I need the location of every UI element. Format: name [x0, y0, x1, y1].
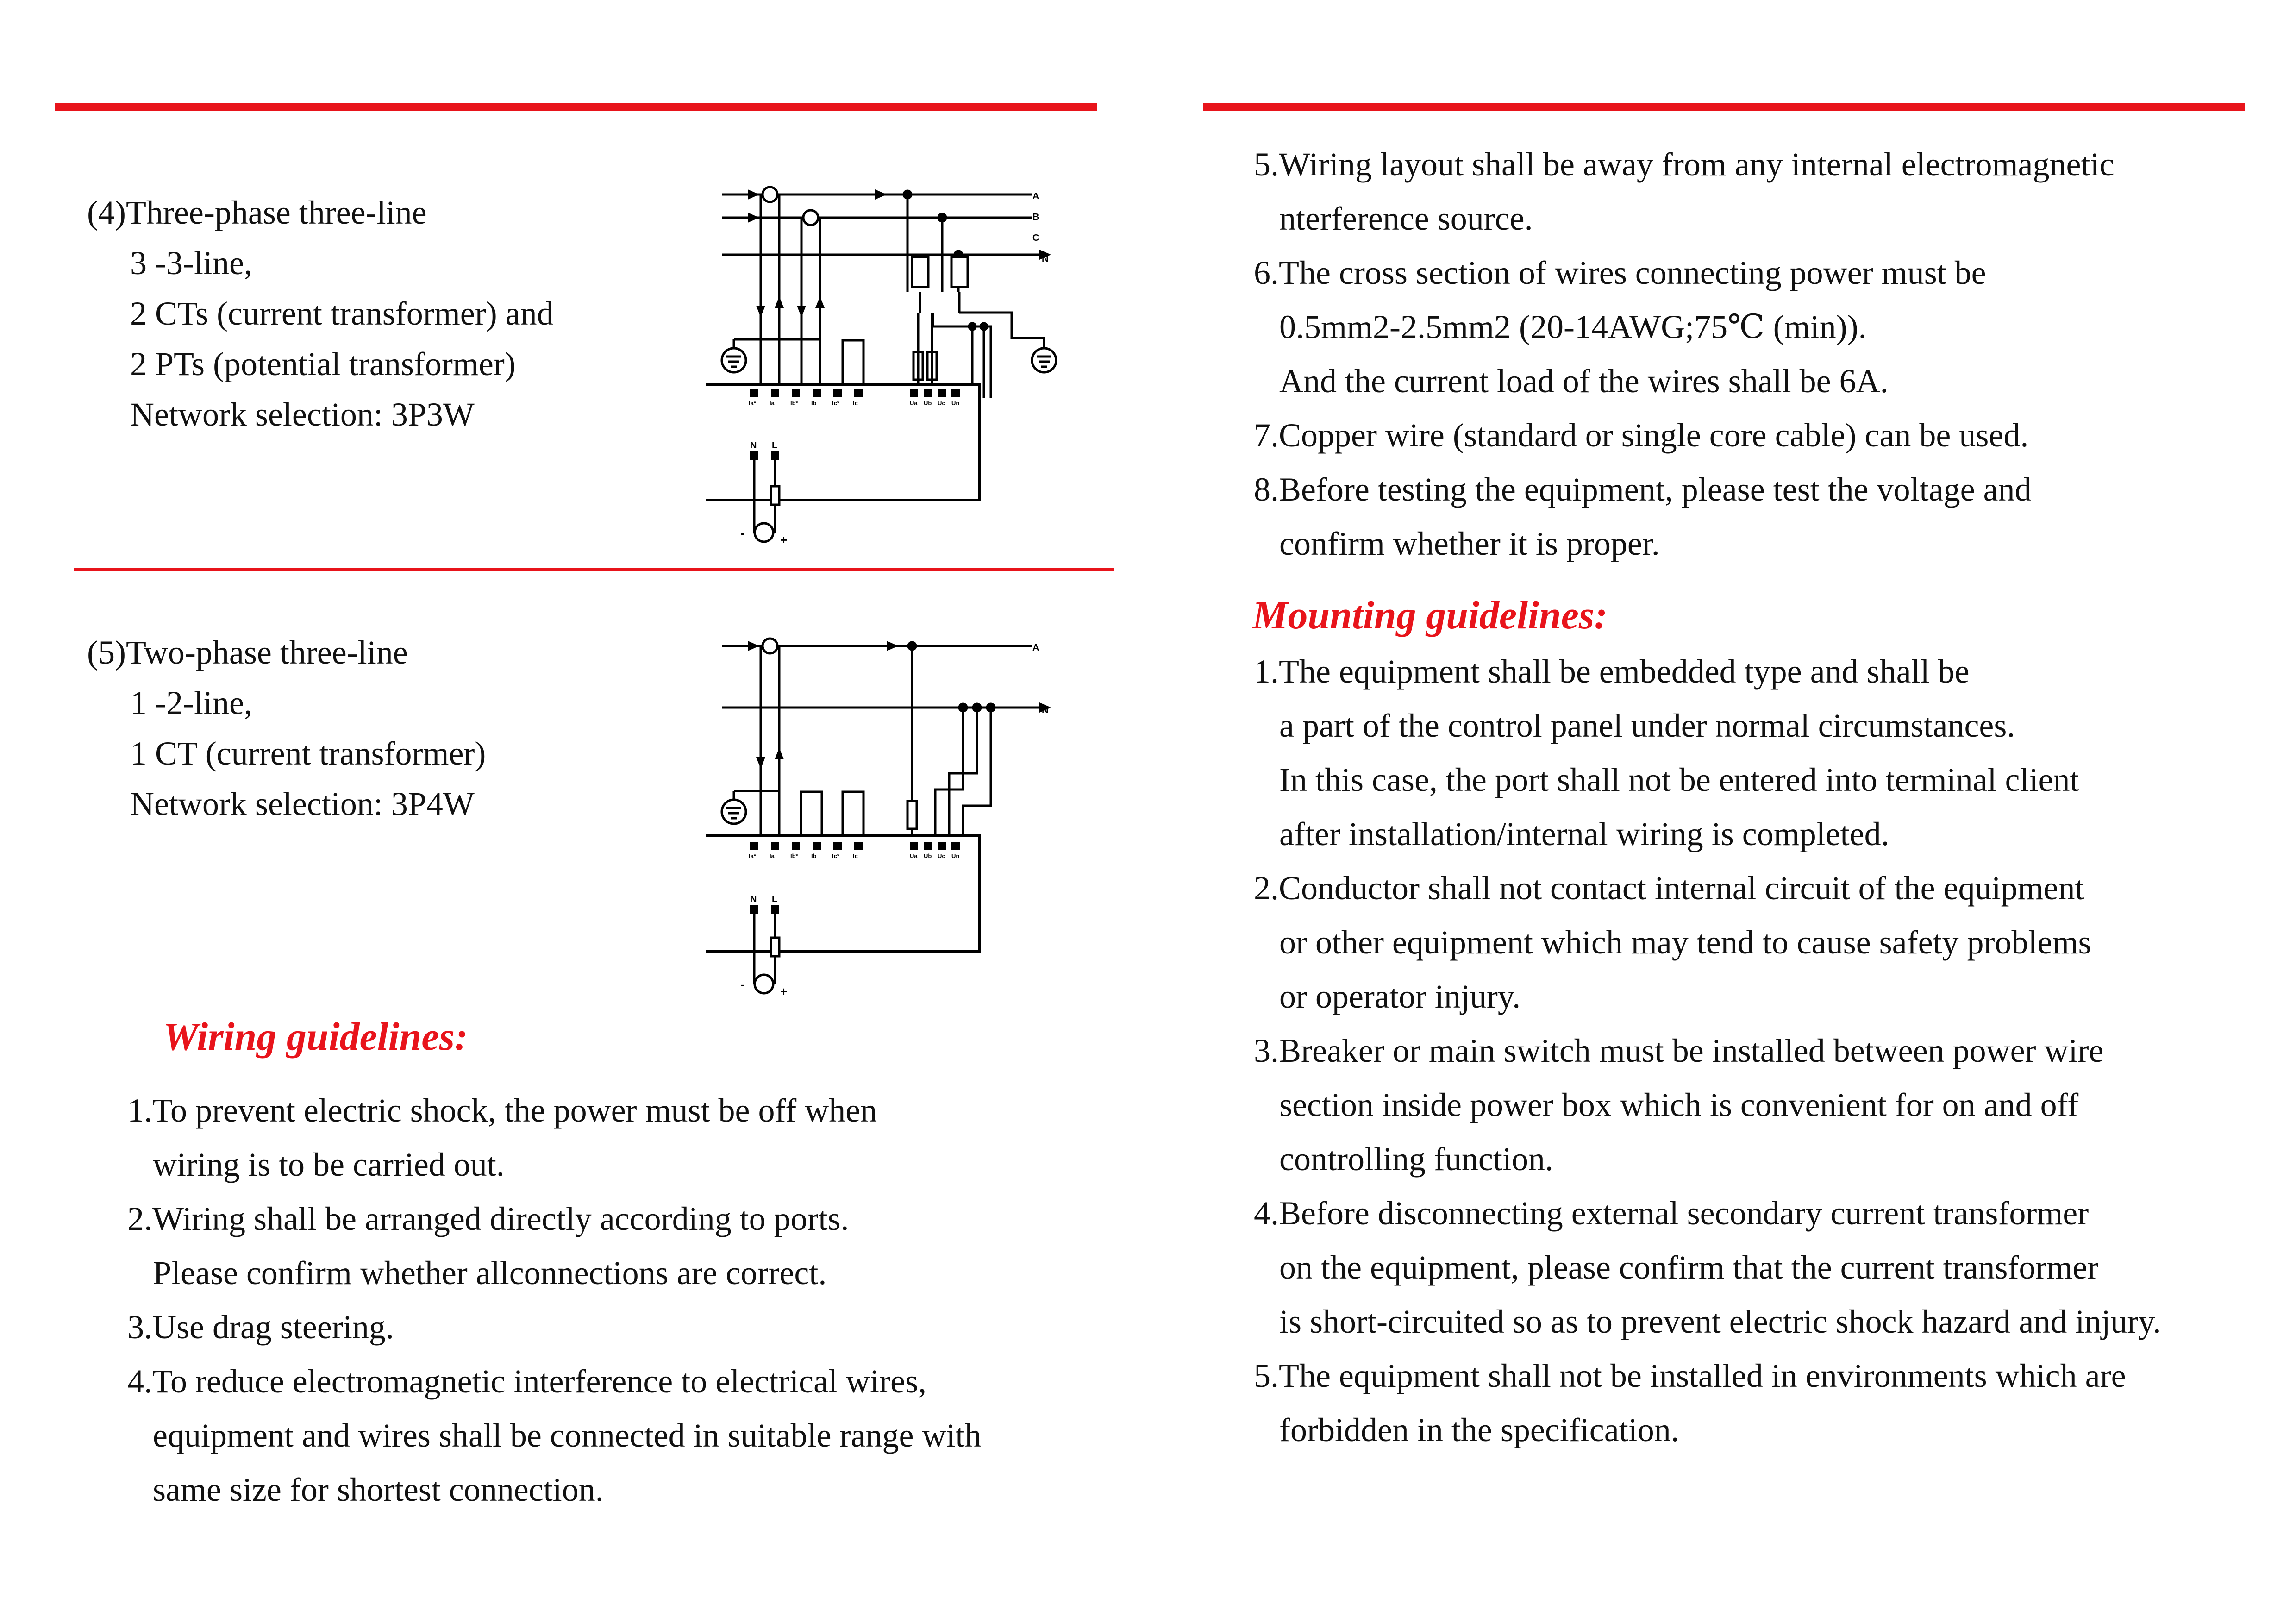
terminal-label: Ub [924, 852, 932, 859]
section4-line: 2 CTs (current transformer) and [130, 295, 554, 332]
right-line: 8.Before testing the equipment, please test the voltage and [1254, 471, 2032, 508]
mounting-line: or other equipment which may tend to cause safety problems [1279, 924, 2091, 961]
mounting-line: 1.The equipment shall be embedded type and shall be [1254, 653, 1970, 690]
terminal-label: Un [951, 852, 960, 859]
section4-title: (4)Three-phase three-line [87, 194, 427, 231]
right-guidelines-continued [1254, 138, 2114, 571]
mounting-line: In this case, the port shall not be entered into terminal client [1279, 761, 2079, 798]
wiring-line: wiring is to be carried out. [153, 1146, 505, 1183]
wiring-line: Please confirm whether allconnections are correct. [153, 1254, 827, 1291]
wiring-line: 4.To reduce electromagnetic interference to electrical wires, [127, 1363, 926, 1400]
terminal-label: Ib* [790, 400, 798, 407]
terminal-label: Ic* [832, 852, 839, 859]
polarity-label: - [741, 526, 745, 540]
section4-line: Network selection: 3P3W [130, 396, 475, 433]
section4-text [87, 188, 554, 440]
terminal-label: Ib* [790, 852, 798, 859]
section4-line: 2 PTs (potential transformer) [130, 345, 516, 382]
terminal-label: Ib [811, 852, 817, 859]
power-terminal-label: N [750, 894, 757, 904]
mounting-guidelines-heading: Mounting guidelines: [1252, 593, 1608, 637]
section5-title: (5)Two-phase three-line [87, 634, 408, 671]
wiring-guidelines-list [127, 1084, 981, 1517]
terminal-label: Uc [938, 852, 945, 859]
terminal-label: Uc [938, 400, 945, 407]
right-line: 7.Copper wire (standard or single core cable) can be used. [1254, 417, 2029, 454]
terminal-label: Ic [853, 852, 858, 859]
terminal-label: Ia* [749, 852, 756, 859]
wiring-guidelines-heading: Wiring guidelines: [163, 1014, 468, 1059]
wiring-line: 3.Use drag steering. [127, 1309, 394, 1346]
wiring-line: equipment and wires shall be connected in suitable range with [153, 1417, 982, 1454]
mounting-line: controlling function. [1279, 1141, 1553, 1178]
terminal-label: Ia [770, 852, 775, 859]
line-label-a: A [1032, 191, 1039, 201]
terminal-label: Ua [910, 400, 918, 407]
line-label-c: C [1032, 233, 1039, 243]
mounting-line: 5.The equipment shall not be installed in environments which are [1254, 1357, 2126, 1394]
polarity-label: + [780, 533, 788, 547]
line-label-b: B [1032, 212, 1039, 222]
mounting-line: section inside power box which is convenient for on and off [1279, 1086, 2079, 1123]
right-line: nterference source. [1279, 200, 1533, 237]
polarity-label: - [741, 978, 745, 991]
terminal-label: Ub [924, 400, 932, 407]
line-label-n: N [1042, 254, 1049, 264]
section5-text [87, 627, 486, 829]
wiring-line: 2.Wiring shall be arranged directly according to ports. [127, 1200, 849, 1237]
right-line: 5.Wiring layout shall be away from any internal electromagnetic [1254, 146, 2115, 183]
right-line: confirm whether it is proper. [1279, 525, 1660, 562]
section5-line: 1 CT (current transformer) [130, 735, 486, 772]
terminal-label: Ia* [749, 400, 756, 407]
mounting-line: a part of the control panel under normal circumstances. [1279, 707, 2015, 744]
wiring-diagram-3p4w [706, 630, 1058, 1000]
power-terminal-label: N [750, 440, 757, 451]
wiring-diagram-3p3w [706, 178, 1058, 549]
terminal-label: Ic* [832, 400, 839, 407]
polarity-label: + [780, 984, 788, 998]
mounting-line: on the equipment, please confirm that the current transformer [1279, 1249, 2099, 1286]
power-terminal-label: L [772, 440, 778, 451]
wiring-line: same size for shortest connection. [153, 1471, 604, 1508]
terminal-label: Ib [811, 400, 817, 407]
top-right-divider [1203, 103, 2245, 111]
mounting-line: 4.Before disconnecting external secondary current transformer [1254, 1195, 2089, 1232]
right-line: 0.5mm2-2.5mm2 (20-14AWG;75℃ (min)). [1279, 308, 1867, 345]
terminal-label: Un [951, 400, 960, 407]
terminal-label: Ia [770, 400, 775, 407]
line-label-a: A [1032, 643, 1039, 653]
section5-line: 1 -2-line, [130, 684, 252, 721]
section4-line: 3 -3-line, [130, 244, 252, 282]
mounting-line: after installation/internal wiring is completed. [1279, 815, 1889, 852]
power-terminal-label: L [772, 894, 778, 904]
mid-left-divider [74, 568, 1114, 571]
wiring-line: 1.To prevent electric shock, the power must be off when [127, 1092, 877, 1129]
line-label-n: N [1042, 705, 1049, 715]
top-left-divider [55, 103, 1097, 111]
right-line: 6.The cross section of wires connecting power must be [1254, 254, 1986, 291]
section5-line: Network selection: 3P4W [130, 785, 475, 822]
mounting-line: is short-circuited so as to prevent electric shock hazard and injury. [1279, 1303, 2161, 1340]
mounting-guidelines-list [1254, 645, 2161, 1457]
mounting-line: 3.Breaker or main switch must be installed between power wire [1254, 1032, 2104, 1069]
mounting-line: forbidden in the specification. [1279, 1411, 1679, 1448]
right-line: And the current load of the wires shall be 6A. [1279, 363, 1889, 400]
terminal-label: Ua [910, 852, 918, 859]
mounting-line: or operator injury. [1279, 978, 1521, 1015]
mounting-line: 2.Conductor shall not contact internal circuit of the equipment [1254, 870, 2084, 907]
terminal-label: Ic [853, 400, 858, 407]
